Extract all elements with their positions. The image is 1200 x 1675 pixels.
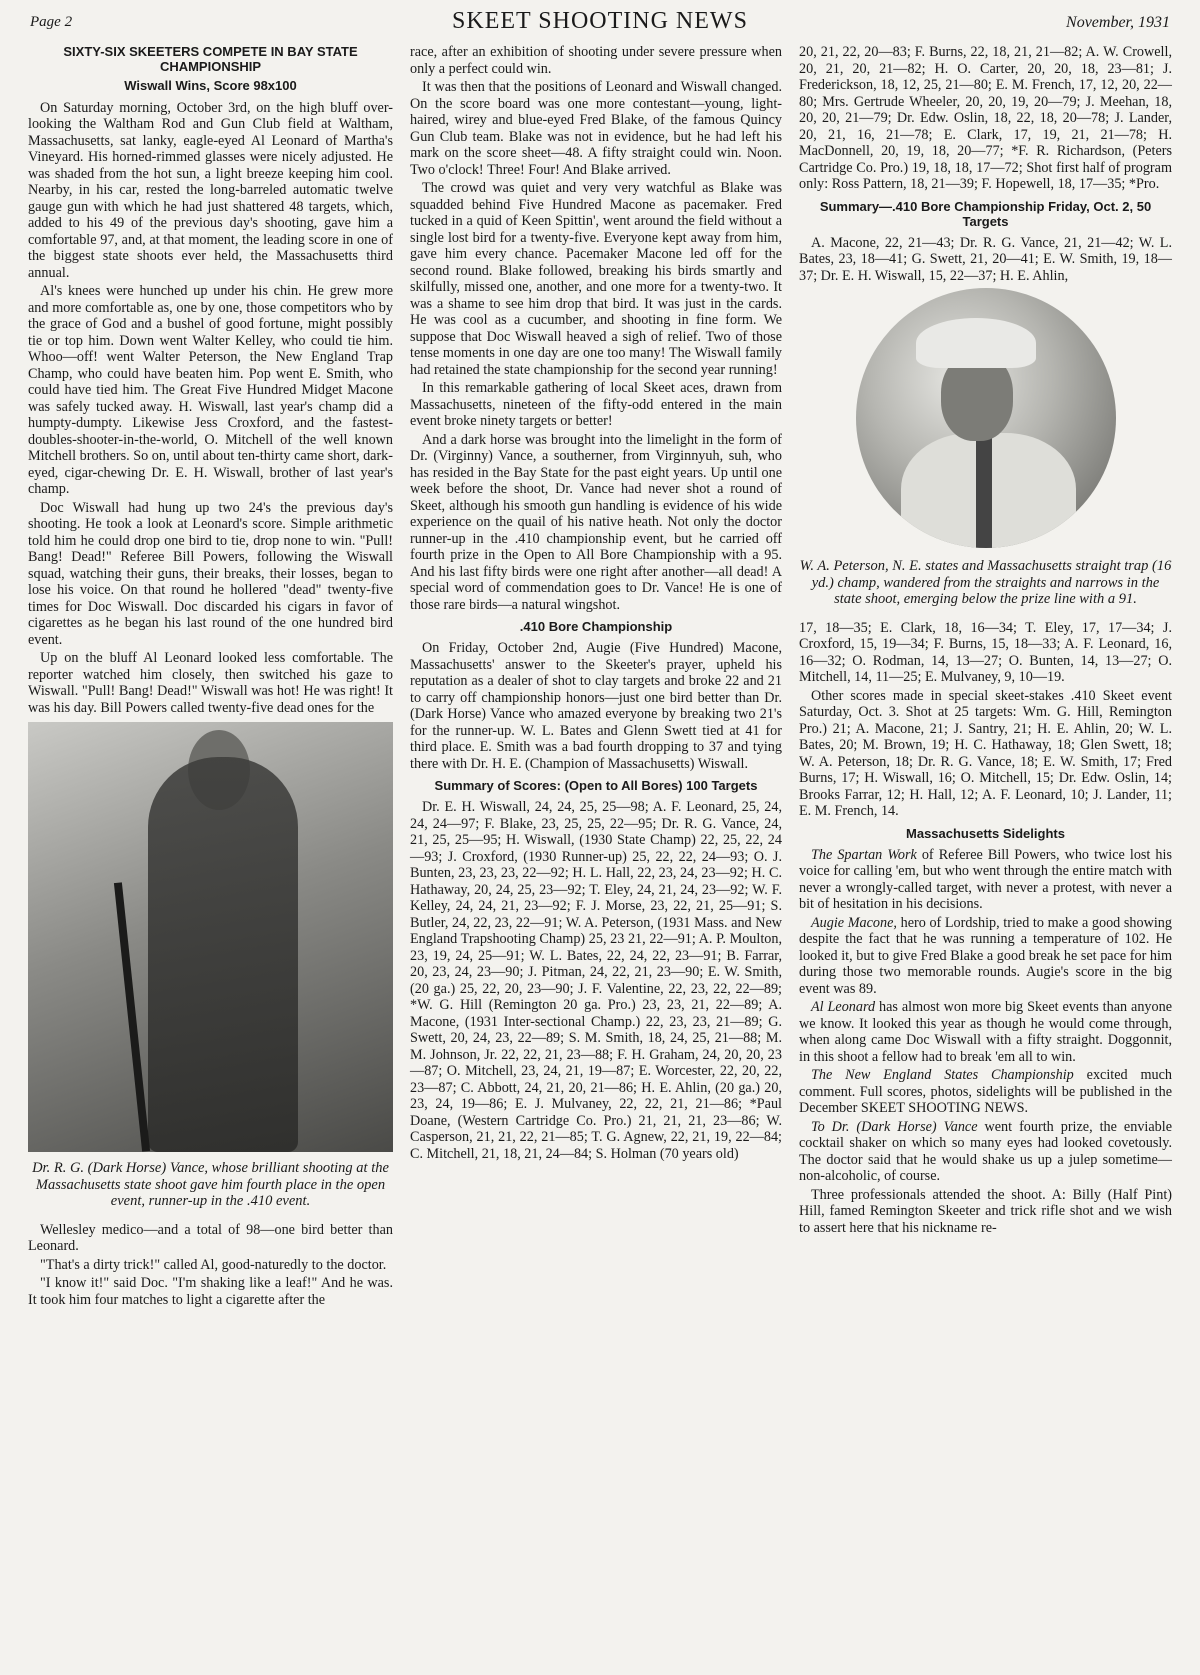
paragraph: On Saturday morning, October 3rd, on the high bluff over-looking the Waltham Rod and Gun Club field at Waltham, Massachusetts, sat lanky, eagle-eyed Al Leonard of Martha's Vineyard. His horned-rimmed glasses were nicely adjusted. He was shaded from the hot sun, a light breeze keeping him cool. Nearby, in his car, rested the long-barreled automatic twelve gauge gun with which he had just shattered 48 targets, which, added to his 49 of the previous day's shooting, gave him a comfortable 97, and, at that moment, the leading score in one of the biggest state shoots ever held, the Massachusetts third annual. — [28, 99, 393, 281]
sidelight — [799, 1067, 1172, 1117]
sidelight-lead: Augie Macone, — [811, 914, 897, 931]
paragraph: In this remarkable gathering of local Skeet aces, drawn from Massachusetts, nineteen of the fifty-odd entered in the main event broke ninety targets or better! — [410, 380, 782, 429]
paragraph: "That's a dirty trick!" called Al, good-naturedly to the doctor. — [40, 1256, 387, 1273]
masthead: SKEET SHOOTING NEWS — [452, 8, 748, 34]
paragraph: And a dark horse was brought into the limelight in the form of Dr. (Virginny) Vance, a southerner, from Virginnyuh, suh, who has resided in the Bay State for the past eight years. Up until one week before the shoot, Dr. Vance had never shot a round of Skeet, although his smooth gun handling is evidence of his wide experience on the quail of his native heath. Not only the doctor runner-up in the .410 championship event, but he carried off fourth prize in the Open to All Bore Championship with a 95. And his last fifty birds were one right after another—all dead! A special word of commendation goes to Dr. Vance! He is one of those rare birds—a natural wingshot. — [410, 431, 782, 613]
page-number: Page 2 — [30, 14, 73, 30]
article-subhead: Wiswall Wins, Score 98x100 — [124, 78, 297, 93]
peterson-caption: W. A. Peterson, N. E. states and Massachusetts straight trap (16 yd.) champ, wandered from the straights and narrows in the state shoot, emerging below the prize line with a 91. — [799, 558, 1172, 607]
photo-hat — [916, 318, 1036, 368]
score-summary: Dr. E. H. Wiswall, 24, 24, 25, 25—98; A. F. Leonard, 25, 24, 24, 24—97; F. Blake, 23, 25, 25, 22—95; Dr. R. G. Vance, 24, 21, 25, 25—95; H. Wiswall, (1930 State Champ) 22, 25, 22, 24—93; J. Croxford, (1930 Runner-up) 25, 22, 22, 24—93; O. J. Bunten, 23, 23, 23, 22—92; H. L. Hall, 22, 23, 24, 23—92; H. C. Hathaway, 20, 24, 25, 23—92; T. Eley, 24, 21, 24, 23—92; W. F. Kelley, 24, 24, 21, 23—92; F. J. Morse, 23, 22, 21, 25—91; S. Butler, 24, 22, 23, 22—91; W. A. Peterson, (1931 Mass. and New England Trapshooting Champ) 25, 23 21, 22—91; A. P. Moulton, 23, 19, 24, 25—91; W. L. Bates, 22, 24, 22, 23—91; B. Farrar, 20, 23, 24, 23—90; J. Pitman, 24, 22, 21, 23—90; E. W. Smith, (20 ga.) 25, 22, 20, 23—90; J. F. Valentine, 22, 23, 22, 22—89; *W. G. Hill (Remington 20 ga. Pro.) 23, 23, 21, 22—89; A. Macone, (1931 Inter-sectional Champ.) 22, 23, 23, 21—89; G. Swett, 20, 24, 23, 22—89; S. M. Smith, 18, 24, 25, 21—88; M. M. Johnson, Jr. 22, 22, 21, 23—88; F. H. Graham, 24, 20, 20, 23—87; O. Mitchell, 23, 24, 21, 19—87; E. Worcester, 22, 20, 22, 23—87; C. Abbott, 24, 21, 20, 21—86; H. E. Ahlin, (20 ga.) 20, 23, 24, 19—86; E. J. Mulvaney, 22, 22, 21, 21—86; *Paul Doane, (Western Cartridge Co. Pro.) 21, 21, 21, 23—86; W. Casperson, 21, 21, 22, 21—85; T. G. Agnew, 22, 21, 19, 22—84; C. Mitchell, 21, 18, 21, 24—84; S. Holman (70 years old) — [410, 799, 782, 1162]
paragraph: Doc Wiswall had hung up two 24's the previous day's shooting. He took a look at Leonard's score. Simple arithmetic told him he could drop one bird to tie, drop none to win. "Pull! Bang! Dead!" Referee Bill Powers, following the Wiswall squad, watching their guns, their breaks, their losses, began to lose his voice. On that round he hollered "dead" twenty-five times for Doc Wiswall. Doc discarded his cigars in favor of cigarettes as he began his last round of the one hundred bird event. — [28, 499, 393, 648]
section-heading-410: .410 Bore Championship — [519, 619, 673, 634]
paragraph: The crowd was quiet and very very watchful as Blake was squadded behind Five Hundred Macone as pacemaker. Fred tucked in a quid of Keen Spittin', went around the field without a single lost bird for a twenty-five. Everyone kept away from him, gave him every chance. Pacemaker Macone led off for the second round. Blake followed, breaking his birds smartly and skilfully, missed one, another, and one more for a twenty-two. It was a shame to see him drop that bird. It was just in the cards. He was cool as a cucumber, and shooting in fine form. We suppose that Doc Wiswall heaved a sigh of relief. Two of those tense moments in one day are one too many! The Wiswall family had retained the state championship for the second year running! — [410, 180, 782, 378]
paragraph: Up on the bluff Al Leonard looked less comfortable. The reporter watched him closely, then switched his gaze to Wiswall. "Pull! Bang! Dead!" Wiswall was hot! He was right! It was his day. Bill Powers called twenty-five dead ones for the — [28, 650, 393, 716]
page-header — [30, 8, 1170, 38]
photo-gun — [114, 882, 150, 1151]
score-summary-cont: 20, 21, 22, 20—83; F. Burns, 22, 18, 21, 21—82; A. W. Crowell, 20, 21, 20, 21—82; H. O. Carter, 20, 20, 18, 23—81; J. Frederickson, 18, 12, 25, 21—80; E. M. French, 17, 12, 20, 22—80; Mrs. Gertrude Wheeler, 20, 20, 19, 20—79; J. Meehan, 18, 20, 20, 21—79; Dr. Edw. Oslin, 18, 22, 18, 20—78; J. Lander, 20, 21, 16, 21—78; E. Clark, 17, 19, 21, 21—78; H. MacDonnell, 20, 19, 18, 20—77; *F. R. Richardson, (Peters Cartridge Co. Pro.) 19, 18, 18, 17—72; Shot first half of program only: Ross Pattern, 18, 21—39; F. Hopewell, 18, 17—35; *Pro. — [799, 44, 1172, 192]
sidelight — [799, 847, 1172, 913]
sidelight-lead: The New England States Championship — [811, 1067, 1074, 1083]
paragraph: Al's knees were hunched up under his chin. He grew more and more comfortable as, one by one, those competitors who by the grace of God and a bushel of good fortune, might possibly tie or top him. Down went Walter Kelley, who could tie him. Whoo—off! went Walter Peterson, the New England Trap Champ, who could have beaten him. Pop went E. Smith, who could have tied him. The Great Five Hundred Midget Macone was safely tucked away. H. Wiswall, last year's champ did a humpty-dumpty. Likewise Jess Croxford, and the fastest-doubles-shooter-in-the-world, O. Mitchell of the well known Mitchell brothers. So on, until about ten-thirty came short, dark-eyed, cigar-chewing Dr. E. H. Wiswall, brother of last year's champ. — [28, 283, 393, 497]
photo-figure — [148, 757, 298, 1152]
paragraph: On Friday, October 2nd, Augie (Five Hundred) Macone, Massachusetts' answer to the Skeeter's prayer, upheld his reputation as a dealer of shot to clay targets and broke 22 and 21 to carry off championship honors—just one bird better than Dr. (Dark Horse) Vance who amazed everyone by breaking two 21's for the runner-up. W. L. Bates and Glenn Swett tied at 41 for third place. E. Smith was a bad fourth dropping to 37 and tying there with Dr. H. E. (Champion of Massachusetts) Wiswall. — [410, 640, 782, 772]
sidelight-lead: The Spartan Work — [811, 846, 917, 863]
article-headline: SIXTY-SIX SKEETERS COMPETE IN BAY STATE CHAMPIONSHIP — [63, 44, 358, 74]
sidelight — [799, 915, 1172, 998]
sidelight-text: excited much comment. Full scores, photos, sidelights will be published in the December SKEET SHOOTING NEWS. — [799, 1067, 1173, 1116]
photo-tie — [976, 438, 992, 548]
vance-photo — [28, 722, 393, 1152]
paragraph: Three professionals attended the shoot. A: Billy (Half Pint) Hill, famed Remington Skeeter and trick rifle shot and we wish to assert here that his nickname re- — [799, 1186, 1172, 1236]
issue-date: November, 1931 — [1066, 14, 1170, 31]
paragraph: Other scores made in special skeet-stakes .410 Skeet event Saturday, Oct. 3. Shot at 25 targets: Wm. G. Hill, Remington Pro.) 21; A. Macone, 21; J. Santry, 21; H. E. Ahlin, 20; W. L. Bates, 20; M. Brown, 19; H. C. Hathaway, 18; Glen Swett, 18; W. A. Peterson, 18; Dr. R. G. Vance, 18; E. W. Smith, 17; Fred Burns, 17; H. Wiswall, 16; O. Mitchell, 15; Dr. Edw. Oslin, 14; Brooks Farrar, 12; H. Hall, 12; A. F. Leonard, 10; J. Lander, 11; E. M. French, 14. — [799, 687, 1172, 819]
column-3 — [799, 44, 1172, 1238]
sidelight-text: has almost won more big Skeet events than anyone we know. It looked this year as though he would come through, when along came Doc Wiswall with a fifty straight. Doggonnit, in this shoot a fellow had to break 'em all to win. — [799, 999, 1172, 1065]
vance-caption: Dr. R. G. (Dark Horse) Vance, whose brilliant shooting at the Massachusetts state shoot gave him fourth place in the open event, runner-up in the .410 event. — [32, 1160, 389, 1209]
sidelight-text: of Referee Bill Powers, who twice lost his voice for calling 'em, but who went through the entire match with never a wrongly-called target, with never a protest, with never a bit of hesitation in his decisions. — [799, 846, 1172, 912]
section-heading-summary: Summary of Scores: (Open to All Bores) 100 Targets — [434, 778, 758, 793]
score-410: A. Macone, 22, 21—43; Dr. R. G. Vance, 21, 21—42; W. L. Bates, 23, 18—41; G. Swett, 21, 20—41; E. W. Smith, 19, 18—37; Dr. E. H. Wiswall, 15, 22—37; H. E. Ahlin, — [799, 234, 1172, 284]
section-heading-sidelights: Massachusetts Sidelights — [906, 825, 1065, 841]
sidelight — [799, 1119, 1172, 1185]
paragraph: "I know it!" said Doc. "I'm shaking like a leaf!" And he was. It took him four matches to light a cigarette after the — [28, 1275, 393, 1308]
column-1 — [28, 44, 393, 1310]
column-2 — [410, 44, 782, 1164]
sidelight-lead: Al Leonard — [811, 999, 876, 1015]
paragraph: Wellesley medico—and a total of 98—one bird better than Leonard. — [28, 1221, 393, 1254]
peterson-photo — [856, 288, 1116, 548]
sidelight-text: went fourth prize, the enviable cocktail shaker on which so many eyes had looked covetously. The doctor said that he would shake us up a julep sometime—non-alcoholic, of course. — [799, 1118, 1172, 1184]
sidelight-text: hero of Lordship, tried to make a good showing despite the fact that he was running a temperature of 102. He looked it, but to give Fred Blake a good break he set pace for him during those two memorable rounds. Augie's score in the big event was 89. — [799, 914, 1172, 997]
sidelight — [799, 999, 1172, 1065]
paragraph: It was then that the positions of Leonard and Wiswall changed. On the score board was one more contestant—young, light-haired, wirey and blue-eyed Fred Blake, of the famous Quincy Gun Club team. Blake was not in evidence, but he had left his mark on the score sheet—48. A fifty straight could win. Noon. Two o'clock! Three! Four! And Blake arrived. — [410, 79, 782, 178]
paragraph: race, after an exhibition of shooting under severe pressure when only a perfect could win. — [410, 44, 782, 77]
section-heading-410-summary: Summary—.410 Bore Championship Friday, Oct. 2, 50 Targets — [819, 198, 1152, 229]
score-410-cont: 17, 18—35; E. Clark, 18, 16—34; T. Eley, 17, 17—34; J. Croxford, 15, 19—34; F. Burns, 15, 18—33; A. F. Leonard, 16, 16—32; O. Rodman, 14, 13—27; O. Bunten, 14, 13—27; O. Mitchell, 14, 11—25; E. Mulvaney, 9, 10—19. — [799, 619, 1172, 685]
sidelight-lead: To Dr. (Dark Horse) Vance — [811, 1118, 978, 1135]
